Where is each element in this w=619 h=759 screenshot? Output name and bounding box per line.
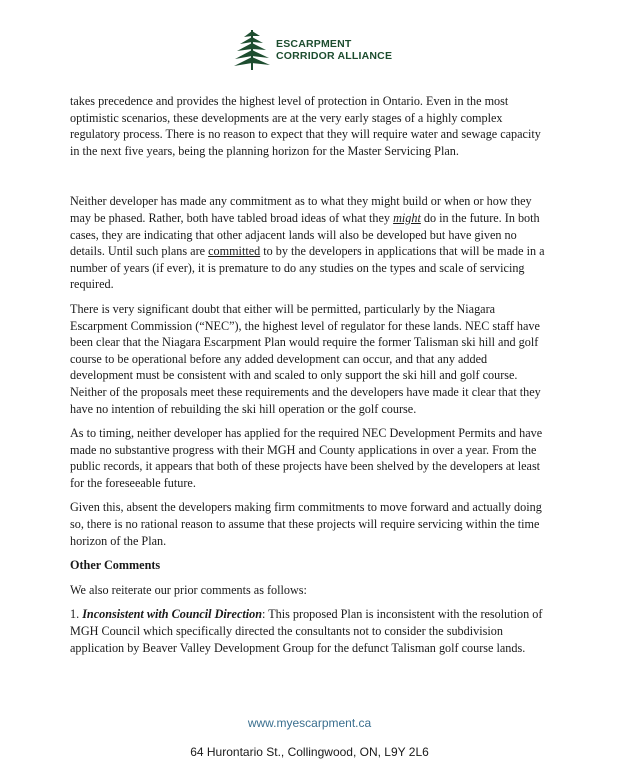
letter-body: [70, 93, 550, 656]
paragraph-4: As to timing, neither developer has applied for the required NEC Development Permits and have made no substantive progress with their MGH and County applications in over a year. From the public records, it appears that both of these projects have been shelved by the developers at least for the foreseeable future.: [70, 426, 543, 490]
org-name: [276, 38, 392, 62]
list-item-title: Inconsistent with Council Direction: [82, 607, 262, 622]
paragraph-2: [70, 193, 550, 293]
paragraph-2-part-b: do in the future. In both cases, they are indicating that other adjacent lands will also be developed but have given no details. Until such plans are: [70, 210, 540, 259]
paragraph-2-part-a: Neither developer has made any commitment as to what they might build or when or how they may be phased. Rather, both have tabled broad ideas of what they: [70, 194, 532, 225]
paragraph-1: takes precedence and provides the highest level of protection in Ontario. Even in the most optimistic scenarios, these developments are at the very early stages of a highly complex regulatory process. There is no reason to expect that they will require water and sewage capacity in the next five years, being the planning horizon for the Master Servicing Plan.: [70, 94, 541, 158]
paragraph-6: We also reiterate our prior comments as follows:: [70, 582, 307, 597]
emphasis-might: might: [393, 210, 421, 225]
paragraph-2-part-c: to by the developers in applications that will be made in a number of years (if ever), it is premature to do any studies on the types and scale of servicing required.: [70, 244, 545, 292]
paragraph-5: Given this, absent the developers making firm commitments to move forward and actually doing so, there is no rational reason to assume that these projects will require servicing within the time horizon of the Plan.: [70, 500, 542, 548]
tree-icon: [232, 28, 272, 72]
emphasis-committed: committed: [208, 244, 261, 259]
list-item-1: [70, 606, 550, 656]
footer-address: 64 Hurontario St., Collingwood, ON, L9Y 2L6: [190, 745, 429, 759]
list-item-text: : This proposed Plan is inconsistent with the resolution of MGH Council which specifically directed the consultants not to consider the subdivision application by Beaver Valley Development Group for the defunct Talisman golf course lands.: [70, 607, 543, 655]
org-name-line1: ESCARPMENT: [276, 38, 352, 50]
website-link[interactable]: www.myescarpment.ca: [247, 716, 372, 730]
list-item-number: 1.: [70, 607, 83, 622]
org-header: [232, 28, 392, 72]
paragraph-3: There is very significant doubt that either will be permitted, particularly by the Niagara Escarpment Commission (“NEC”), the highest level of regulator for these lands. NEC staff have been clear that the Niagara Escarpment Plan would require the former Talisman ski hill and golf course to be operational before any added development can occur, and that any added development must be consistent with and scaled to only support the ski hill and golf course. Neither of the proposals meet these requirements and the developers have made it clear that they have no intention of rebuilding the ski hill operation or the golf course.: [70, 301, 541, 416]
section-heading: Other Comments: [70, 558, 161, 573]
org-name-line2: CORRIDOR ALLIANCE: [276, 50, 393, 62]
